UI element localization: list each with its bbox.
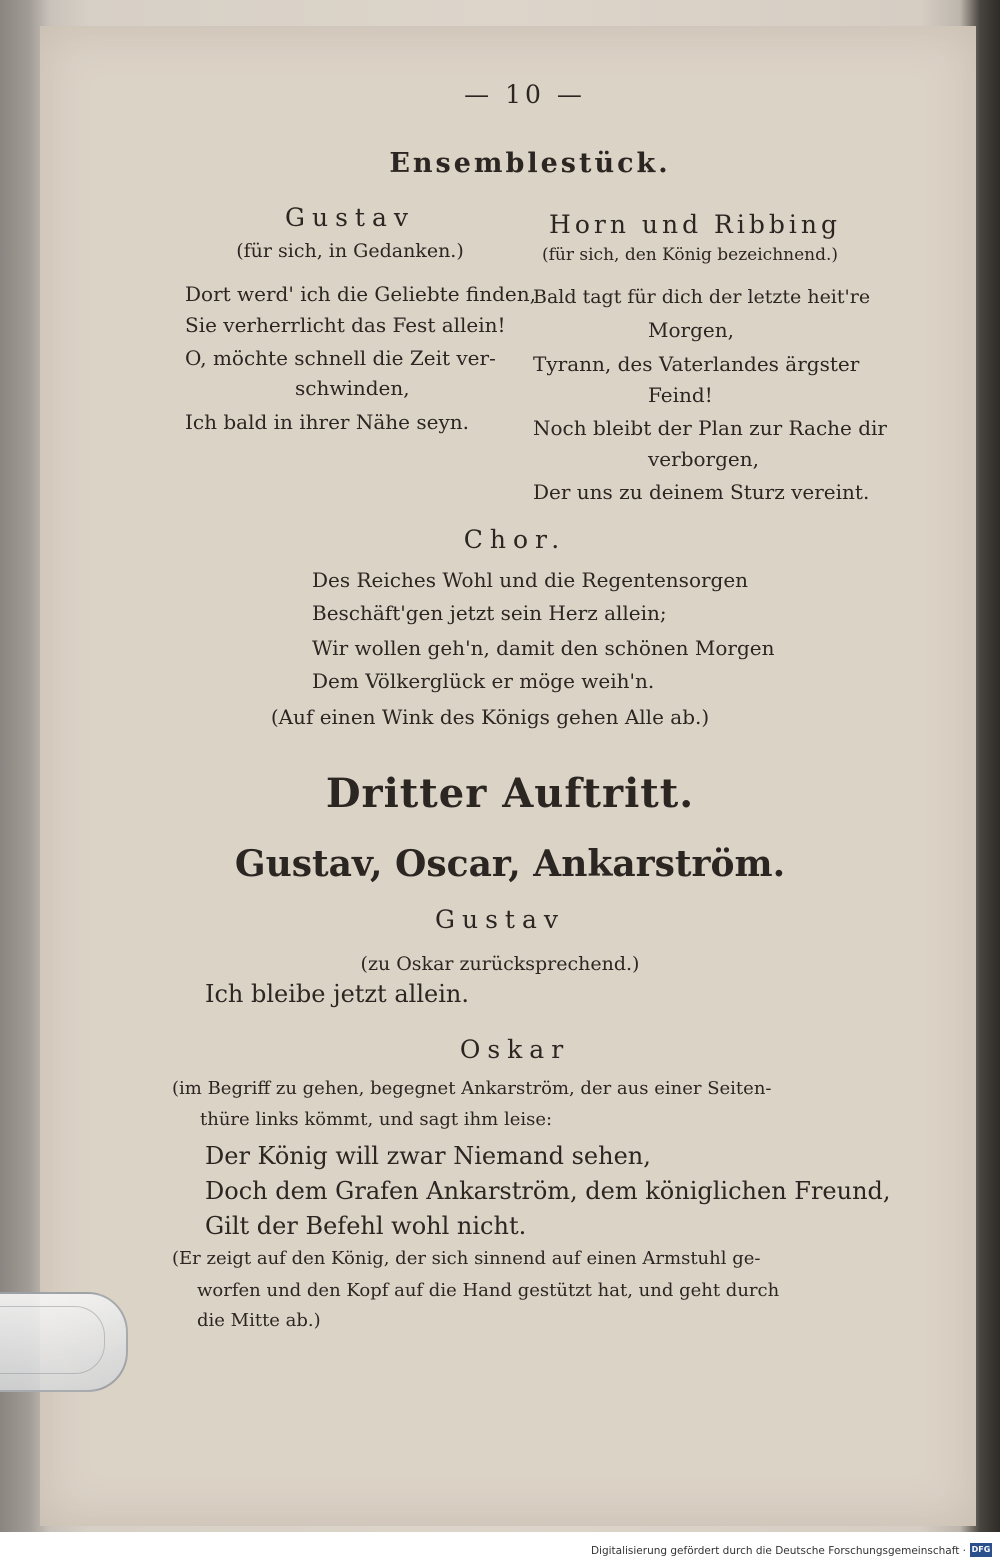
oskar-direction: (im Begriff zu gehen, begegnet Ankarström, der aus einer Seiten- (172, 1078, 772, 1099)
chorus-line: Wir wollen geh'n, damit den schönen Morgen (312, 636, 775, 660)
chorus-line: Des Reiches Wohl und die Regentensorgen (312, 568, 749, 592)
gustav-line: Ich bleibe jetzt allein. (205, 980, 469, 1008)
gustav-speaker: Gustav (435, 905, 565, 934)
oskar-line: Gilt der Befehl wohl nicht. (205, 1212, 527, 1240)
right-line: Morgen, (648, 318, 734, 342)
oskar-speaker: Oskar (459, 1035, 571, 1064)
oskar-line: Doch dem Grafen Ankarström, dem königlichen Freund, (205, 1177, 891, 1205)
right-line: Tyrann, des Vaterlandes ärgster (533, 352, 860, 376)
right-line: Feind! (648, 383, 713, 407)
oskar-closing-direction: worfen und den Kopf auf die Hand gestützt hat, und geht durch (197, 1280, 780, 1301)
oskar-line: Der König will zwar Niemand sehen, (205, 1142, 651, 1170)
left-line: Sie verherrlicht das Fest allein! (185, 313, 506, 337)
chorus-speaker: Chor. (463, 525, 567, 554)
oskar-closing-direction: die Mitte ab.) (197, 1310, 321, 1331)
page-number: — 10 — (464, 80, 586, 109)
right-line: Noch bleibt der Plan zur Rache dir (533, 416, 887, 440)
scene-title: Dritter Auftritt. (325, 770, 695, 817)
left-direction: (für sich, in Gedanken.) (236, 240, 464, 262)
oskar-closing-direction: (Er zeigt auf den König, der sich sinnend auf einen Armstuhl ge- (172, 1248, 761, 1269)
right-line: Bald tagt für dich der letzte heit're (533, 286, 871, 308)
scene-characters: Gustav, Oscar, Ankarström. (234, 843, 786, 885)
right-line: Der uns zu deinem Sturz vereint. (533, 480, 870, 504)
left-line: Dort werd' ich die Geliebte finden, (185, 282, 537, 306)
right-line: verborgen, (648, 447, 759, 471)
gustav-direction: (zu Oskar zurücksprechend.) (360, 953, 640, 975)
left-line: O, möchte schnell die Zeit ver- (185, 346, 496, 370)
left-line: schwinden, (295, 376, 410, 400)
oskar-direction: thüre links kömmt, und sagt ihm leise: (200, 1109, 553, 1130)
section-title: Ensemblestück. (389, 148, 671, 179)
footer-credit: Digitalisierung gefördert durch die Deutsche Forschungsgemeinschaft · (590, 1545, 966, 1557)
right-speaker: Horn und Ribbing (549, 210, 841, 239)
chorus-stage-direction: (Auf einen Wink des Königs gehen Alle ab.) (270, 705, 710, 729)
right-direction: (für sich, den König bezeichnend.) (541, 245, 839, 265)
chorus-line: Beschäft'gen jetzt sein Herz allein; (312, 601, 667, 625)
left-speaker: Gustav (285, 203, 415, 232)
page-clip-inner (0, 1306, 105, 1374)
chorus-line: Dem Völkerglück er möge weih'n. (312, 669, 655, 693)
left-line: Ich bald in ihrer Nähe seyn. (185, 410, 469, 434)
dfg-logo: DFG (970, 1543, 992, 1557)
